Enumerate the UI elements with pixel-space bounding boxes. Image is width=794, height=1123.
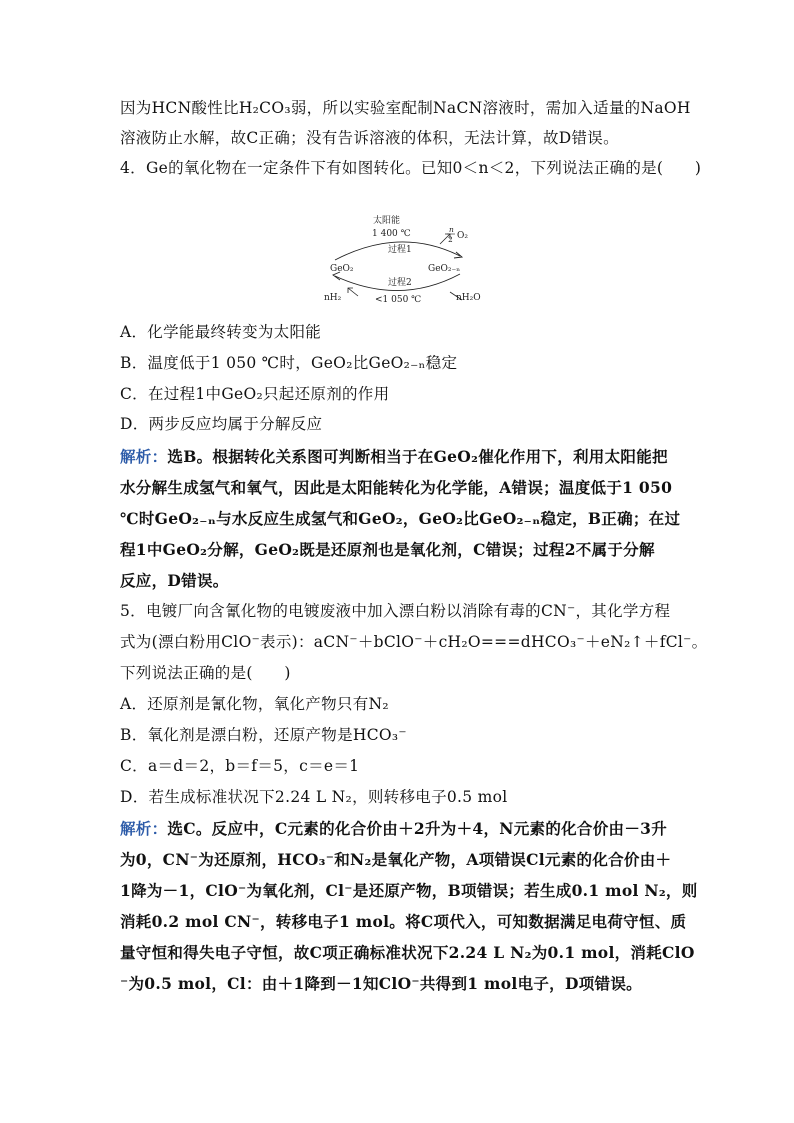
option-4a: A．化学能最终转变为太阳能 <box>120 323 322 341</box>
option-4c: C．在过程1中GeO₂只起还原剂的作用 <box>120 385 390 403</box>
question-5-equation: 式为(漂白粉用ClO⁻表示)：aCN⁻＋bClO⁻＋cH₂O===dHCO₃⁻＋eN₂↑＋fCl⁻。 <box>120 633 708 651</box>
option-5c: C．a＝d＝2，b＝f＝5，c＝e＝1 <box>120 757 360 775</box>
left-species-geo2: GeO₂ <box>330 264 354 274</box>
solution-4-line-1 <box>120 447 680 467</box>
right-species-geo2n: GeO₂₋ₙ <box>428 264 461 274</box>
solution-4-text-1: 选B。根据转化关系图可判断相当于在GeO₂催化作用下，利用太阳能把 <box>167 447 668 466</box>
solution-4-line-5: 反应，D错误。 <box>120 571 229 590</box>
option-5a: A．还原剂是氰化物，氧化产物只有N₂ <box>120 695 389 713</box>
o2-species: O₂ <box>457 231 468 241</box>
question-5-stem-1: 5．电镀厂向含氰化物的电镀废液中加入漂白粉以消除有毒的CN⁻，其化学方程 <box>120 602 671 620</box>
ge-oxide-cycle-diagram <box>300 208 500 318</box>
option-5b: B．氧化剂是漂白粉，还原产物是HCO₃⁻ <box>120 726 407 744</box>
process-1-label: 过程1 <box>388 245 412 255</box>
h2-species: nH₂ <box>324 293 342 303</box>
solution-5-line-4: 消耗0.2 mol CN⁻，转移电子1 mol。将C项代入，可知数据满足电荷守恒、质 <box>120 912 687 931</box>
process-2-label: 过程2 <box>388 278 412 288</box>
o2-coef-denominator: 2 <box>448 235 453 244</box>
option-5d: D．若生成标准状况下2.24 L N₂，则转移电子0.5 mol <box>120 788 508 806</box>
text-line-1: 因为HCN酸性比H₂CO₃弱，所以实验室配制NaCN溶液时，需加入适量的NaOH <box>120 99 691 117</box>
h2-release-arrow <box>348 288 358 296</box>
solution-5-text-1: 选C。反应中，C元素的化合价由＋2升为＋4，N元素的化合价由－3升 <box>167 819 668 838</box>
solution-4-line-4: 程1中GeO₂分解，GeO₂既是还原剂也是氧化剂，C错误；过程2不属于分解 <box>120 540 655 559</box>
solution-label: 解析： <box>120 447 168 466</box>
h2o-species: nH₂O <box>456 293 481 303</box>
top-label-solar: 太阳能 <box>373 216 401 226</box>
solution-5-line-3: 1降为－1，ClO⁻为氧化剂，Cl⁻是还原产物，B项错误；若生成0.1 mol N₂，则 <box>120 881 698 900</box>
option-4b: B．温度低于1 050 ℃时，GeO₂比GeO₂₋ₙ稳定 <box>120 354 458 372</box>
bottom-temp-label: <1 050 ℃ <box>375 295 422 305</box>
solution-5-line-5: 量守恒和得失电子守恒，故C项正确标准状况下2.24 L N₂为0.1 mol，消耗ClO <box>120 943 695 962</box>
solution-label-2: 解析： <box>120 819 168 838</box>
solution-4-line-3: ℃时GeO₂₋ₙ与水反应生成氢气和GeO₂，GeO₂比GeO₂₋ₙ稳定，B正确；在过 <box>120 509 681 528</box>
top-label-temp: 1 400 ℃ <box>372 229 411 239</box>
solution-5-line-6: ⁻为0.5 mol，Cl：由＋1降到－1知ClO⁻共得到1 mol电子，D项错误。 <box>120 974 642 993</box>
question-4-stem: 4．Ge的氧化物在一定条件下有如图转化。已知0＜n＜2，下列说法正确的是( ) <box>120 159 702 177</box>
question-5-stem-3: 下列说法正确的是( ) <box>120 664 291 682</box>
text-line-2: 溶液防止水解，故C正确；没有告诉溶液的体积，无法计算，故D错误。 <box>120 129 619 147</box>
solution-5-line-2: 为0，CN⁻为还原剂，HCO₃⁻和N₂是氧化产物，A项错误Cl元素的化合价由＋ <box>120 850 672 869</box>
solution-5-line-1 <box>120 819 680 839</box>
option-4d: D．两步反应均属于分解反应 <box>120 415 323 433</box>
o2-coef-numerator: n <box>449 225 454 234</box>
solution-4-line-2: 水分解生成氢气和氧气，因此是太阳能转化为化学能，A错误；温度低于1 050 <box>120 478 673 497</box>
